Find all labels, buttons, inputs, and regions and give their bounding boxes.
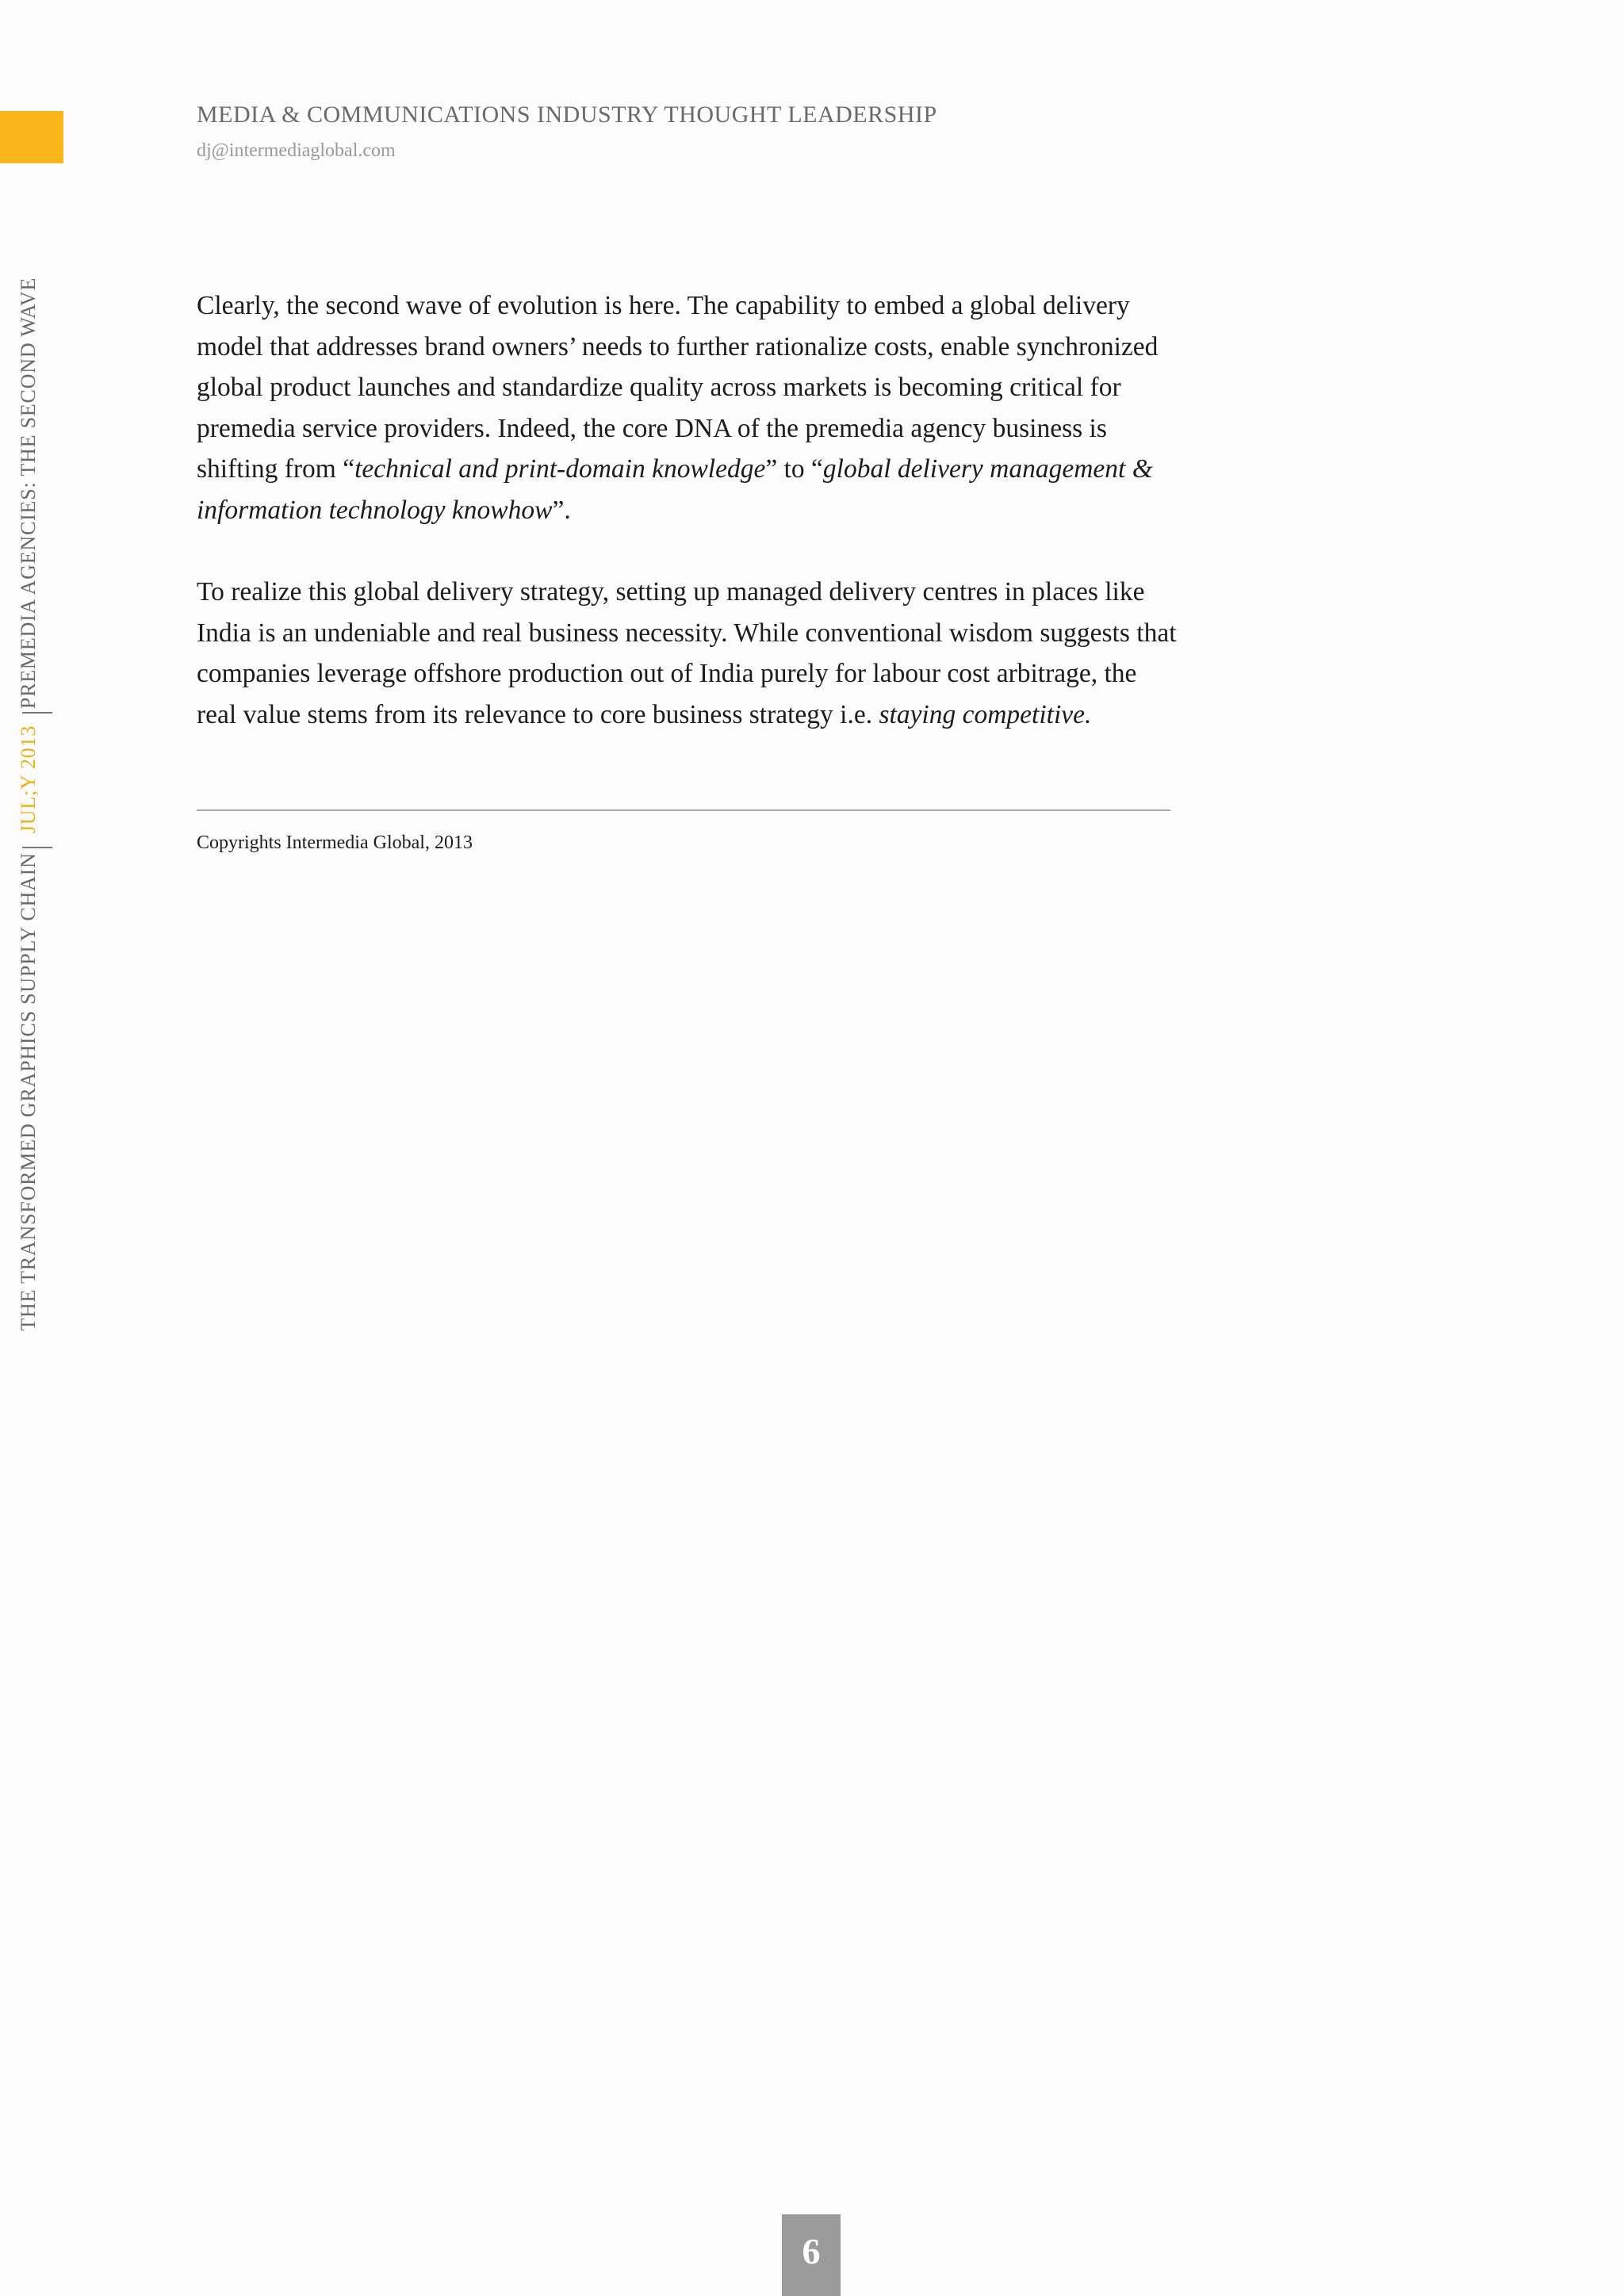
paragraph-1-end: ”.: [552, 495, 571, 525]
side-rail-date: JUL;Y 2013: [17, 725, 40, 834]
paragraph-1-quote-2: global delivery management & information technology knowhow: [197, 454, 1153, 525]
paragraph-2: [197, 572, 1180, 735]
paragraph-1-connector: ” to “: [765, 454, 823, 484]
paragraph-2-emphasis: staying competitive.: [879, 699, 1092, 729]
copyright-notice: Copyrights Intermedia Global, 2013: [197, 832, 473, 853]
side-rail: [0, 277, 56, 1332]
page-number-badge: 6: [782, 2214, 841, 2296]
paragraph-1: [197, 285, 1180, 530]
side-rail-section-title: PREMEDIA AGENCIES: THE SECOND WAVE: [17, 277, 40, 710]
side-rail-divider: [22, 712, 52, 714]
accent-block: [0, 111, 63, 163]
body-text: [197, 285, 1180, 735]
paragraph-1-text: Clearly, the second wave of evolution is here. The capability to embed a global delivery model that addresses brand owners’ needs to further rationalize costs, enable synchronized global product launches and standardize quality across markets is becoming critical for premedia service providers. Indeed, the core DNA of the premedia agency business is shifting from “: [197, 291, 1159, 484]
header-email: dj@intermediaglobal.com: [197, 140, 396, 161]
footer-divider: [197, 809, 1170, 811]
paragraph-2-text: To realize this global delivery strategy, setting up managed delivery centres in places like India is an undeniable and real business necessity. While conventional wisdom suggests that companies leverage offshore production out of India purely for labour cost arbitrage, the real value stems from its relevance to core business strategy i.e.: [197, 577, 1177, 729]
paragraph-1-quote-1: technical and print-domain knowledge: [354, 454, 766, 484]
side-rail-divider: [22, 847, 52, 848]
header-title: MEDIA & COMMUNICATIONS INDUSTRY THOUGHT LEADERSHIP: [197, 101, 937, 128]
side-rail-document-title: THE TRANSFORMED GRAPHICS SUPPLY CHAIN: [17, 852, 40, 1331]
